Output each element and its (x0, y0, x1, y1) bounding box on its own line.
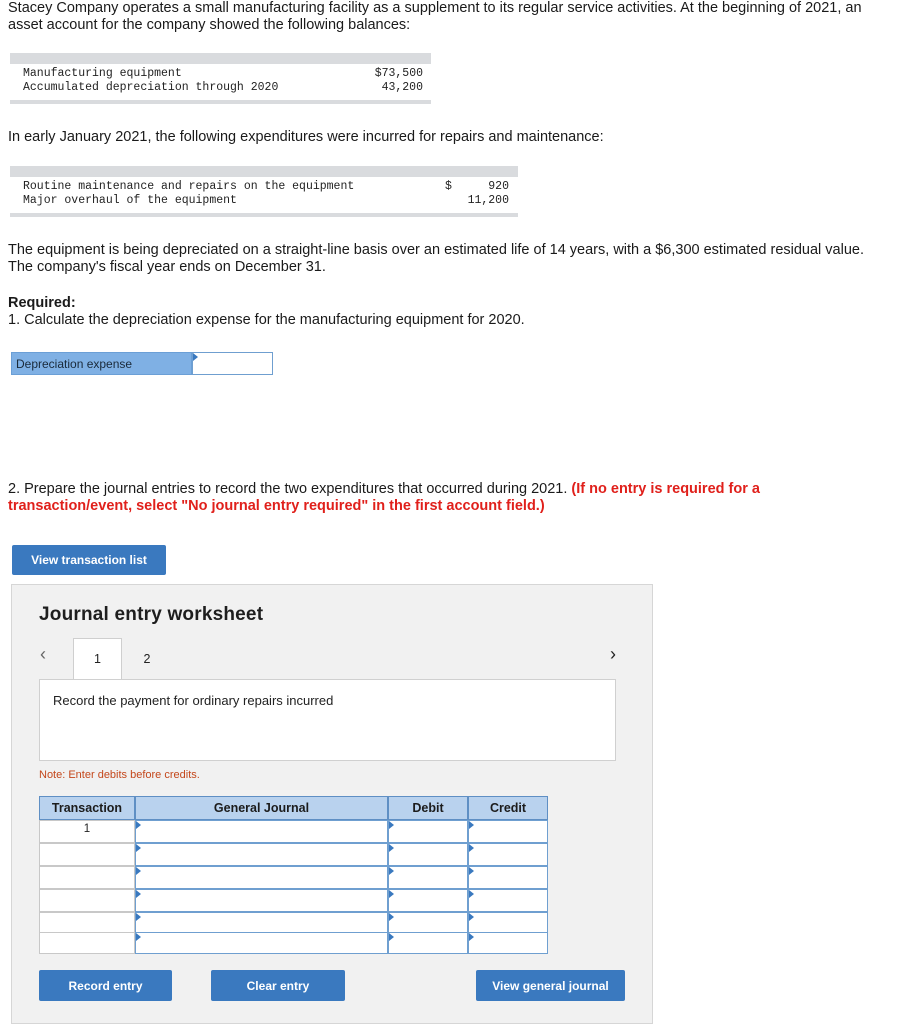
balance-label: Manufacturing equipment (23, 67, 182, 80)
required-part-1: 1. Calculate the depreciation expense for the manufacturing equipment for 2020. (8, 312, 525, 328)
intro-paragraph (8, 0, 912, 34)
input-marker-icon (389, 913, 394, 921)
input-marker-icon (136, 890, 141, 898)
account-input[interactable] (135, 932, 388, 954)
part-2-instruction-a: (If no entry is required for a (571, 481, 760, 497)
column-header-transaction: Transaction (39, 796, 135, 820)
depreciation-paragraph (8, 242, 912, 276)
required-part-2 (8, 481, 912, 515)
tab-2[interactable]: 2 (143, 651, 151, 666)
expenditure-value: 920 (488, 180, 509, 193)
input-marker-icon (469, 933, 474, 941)
input-marker-icon (136, 844, 141, 852)
balances-table (23, 67, 423, 95)
expenditures-header-bar (10, 166, 518, 177)
expenditure-row (23, 194, 509, 208)
input-marker-icon (136, 933, 141, 941)
chevron-left-icon[interactable]: ‹ (40, 644, 46, 664)
view-transaction-list-button[interactable]: View transaction list (12, 545, 166, 575)
account-input[interactable] (135, 820, 388, 843)
credit-input[interactable] (468, 932, 548, 954)
expenditures-table (23, 180, 509, 208)
input-marker-icon (389, 844, 394, 852)
expenditure-currency (445, 194, 465, 208)
credit-input[interactable] (468, 820, 548, 843)
intro-line-2: asset account for the company showed the following balances: (8, 17, 411, 33)
credit-input[interactable] (468, 843, 548, 866)
transaction-description (39, 679, 616, 761)
input-marker-icon (136, 867, 141, 875)
debit-input[interactable] (388, 889, 468, 912)
record-entry-button[interactable]: Record entry (39, 970, 172, 1001)
part-2-instruction-b: transaction/event, select "No journal entry required" in the first account field.) (8, 498, 545, 514)
input-marker-icon (469, 913, 474, 921)
depreciation-expense-input[interactable] (192, 352, 273, 375)
depreciation-line-1: The equipment is being depreciated on a straight-line basis over an estimated life of 14 years, with a $6,300 estimated residual value. (8, 242, 864, 258)
input-marker-icon (136, 913, 141, 921)
transaction-cell (39, 843, 135, 866)
debit-input[interactable] (388, 866, 468, 889)
transaction-cell (39, 866, 135, 889)
input-marker-icon (389, 890, 394, 898)
column-header-debit: Debit (388, 796, 468, 820)
column-header-credit: Credit (468, 796, 548, 820)
part-2-text: 2. Prepare the journal entries to record the two expenditures that occurred during 2021. (8, 481, 572, 497)
transaction-description-text: Record the payment for ordinary repairs incurred (53, 693, 334, 708)
intro-line-1: Stacey Company operates a small manufacturing facility as a supplement to its regular service activities. At the beginning of 2021, an (8, 0, 862, 16)
depreciation-line-2: The company's fiscal year ends on December 31. (8, 259, 326, 275)
input-marker-icon (389, 933, 394, 941)
balance-value: $73,500 (374, 67, 423, 80)
balances-footer-bar (10, 100, 431, 104)
input-marker-icon (136, 821, 141, 829)
credit-input[interactable] (468, 866, 548, 889)
balance-row (23, 81, 423, 95)
expenditures-footer-bar (10, 213, 518, 217)
input-marker-icon (389, 821, 394, 829)
expenditure-value: 11,200 (467, 194, 509, 207)
debit-input[interactable] (388, 820, 468, 843)
balances-header-bar (10, 53, 431, 64)
input-marker-icon (469, 821, 474, 829)
depreciation-expense-label: Depreciation expense (11, 352, 192, 375)
expenditure-label: Routine maintenance and repairs on the equipment (23, 180, 355, 193)
worksheet-title: Journal entry worksheet (39, 604, 264, 625)
expenditure-label: Major overhaul of the equipment (23, 194, 237, 207)
input-marker-icon (193, 353, 198, 361)
expenditure-currency: $ (445, 180, 452, 193)
expenditure-row (23, 180, 509, 194)
column-header-general-journal: General Journal (135, 796, 388, 820)
input-marker-icon (469, 867, 474, 875)
transaction-cell (39, 889, 135, 912)
view-general-journal-button[interactable]: View general journal (476, 970, 625, 1001)
transaction-cell (39, 932, 135, 954)
credit-input[interactable] (468, 889, 548, 912)
tab-1[interactable]: 1 (73, 638, 122, 679)
balance-label: Accumulated depreciation through 2020 (23, 81, 279, 94)
account-input[interactable] (135, 866, 388, 889)
account-input[interactable] (135, 843, 388, 866)
transaction-cell: 1 (39, 820, 135, 843)
clear-entry-button[interactable]: Clear entry (211, 970, 345, 1001)
chevron-right-icon[interactable]: › (610, 644, 616, 664)
debit-input[interactable] (388, 843, 468, 866)
input-marker-icon (469, 844, 474, 852)
input-marker-icon (389, 867, 394, 875)
required-heading: Required: (8, 295, 76, 311)
worksheet-note: Note: Enter debits before credits. (39, 769, 200, 781)
balance-value: 43,200 (381, 81, 423, 94)
account-input[interactable] (135, 889, 388, 912)
balance-row (23, 67, 423, 81)
expenditures-intro: In early January 2021, the following expenditures were incurred for repairs and maintenance: (8, 129, 604, 145)
input-marker-icon (469, 890, 474, 898)
debit-input[interactable] (388, 932, 468, 954)
